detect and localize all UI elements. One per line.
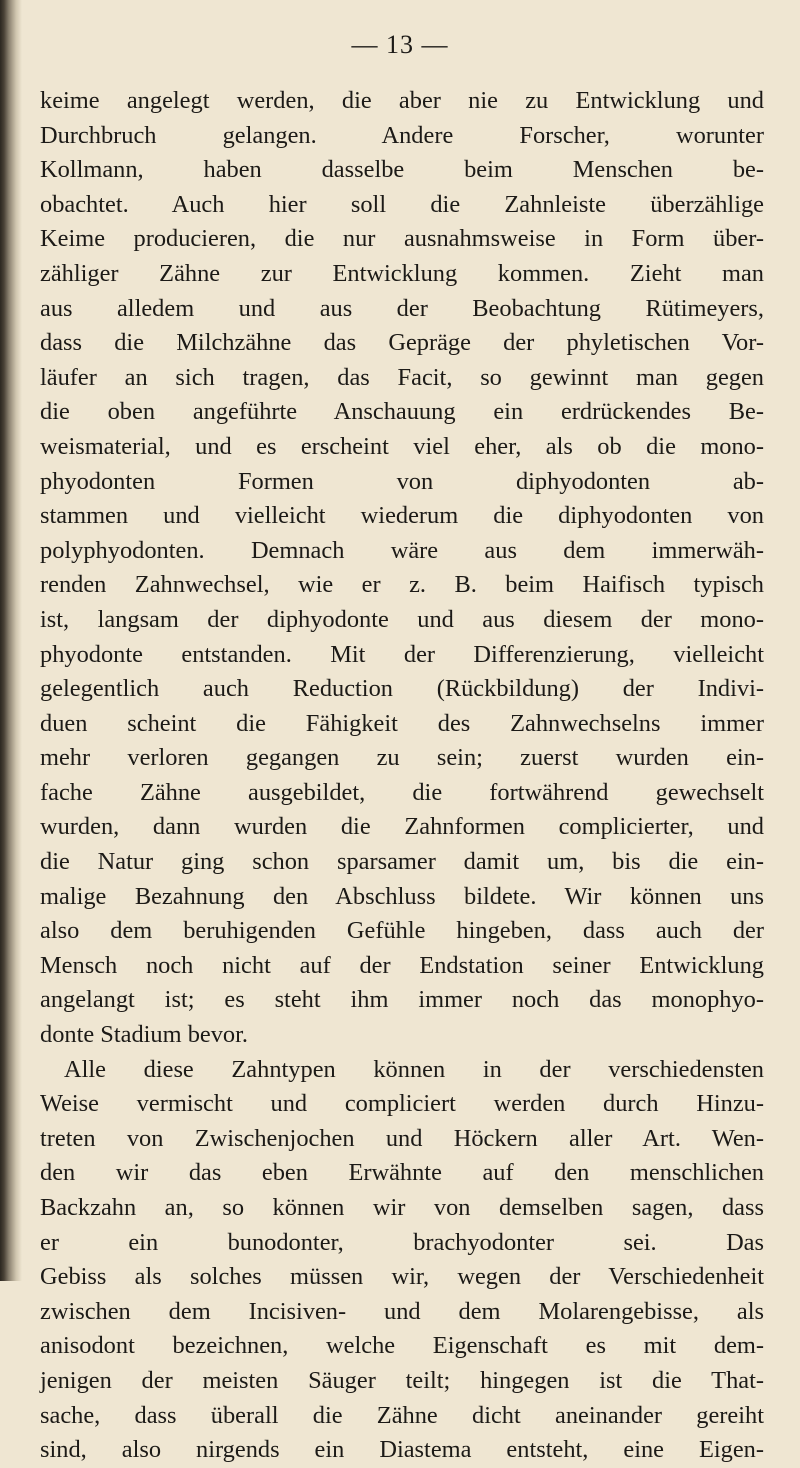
text-line: aus alledem und aus der Beobachtung Rütimeyers, — [40, 294, 764, 322]
text-line: Gebiss als solches müssen wir, wegen der Verschiedenheit — [40, 1263, 764, 1291]
text-line: die Natur ging schon sparsamer damit um, bis die ein- — [40, 848, 764, 876]
text-line: Weise vermischt und compliciert werden durch Hinzu- — [40, 1090, 764, 1118]
text-line: phyodonte entstanden. Mit der Differenzierung, vielleicht — [40, 640, 764, 668]
text-line: phyodonten Formen von diphyodonten ab- — [40, 467, 764, 495]
text-line: malige Bezahnung den Abschluss bildete. Wir können uns — [40, 882, 764, 910]
text-line: stammen und vielleicht wiederum die diphyodonten von — [40, 502, 764, 530]
text-line: treten von Zwischenjochen und Höckern aller Art. Wen- — [40, 1124, 764, 1152]
text-line: sind, also nirgends ein Diastema entsteht, eine Eigen- — [40, 1436, 764, 1464]
text-line: anisodont bezeichnen, welche Eigenschaft es mit dem- — [40, 1332, 764, 1360]
text-line: angelangt ist; es steht ihm immer noch das monophyo- — [40, 986, 764, 1014]
text-line: Durchbruch gelangen. Andere Forscher, worunter — [40, 121, 764, 149]
text-line: zähliger Zähne zur Entwicklung kommen. Zieht man — [40, 259, 764, 287]
text-line: renden Zahnwechsel, wie er z. B. beim Haifisch typisch — [40, 571, 764, 599]
text-line: er ein bunodonter, brachyodonter sei. Das — [40, 1228, 764, 1256]
text-line: Keime producieren, die nur ausnahmsweise in Form über- — [40, 225, 764, 253]
text-line: weismaterial, und es erscheint viel eher, als ob die mono- — [40, 432, 764, 460]
text-line: donte Stadium bevor. — [40, 1021, 248, 1049]
text-line: Backzahn an, so können wir von demselben sagen, dass — [40, 1194, 764, 1221]
text-line: jenigen der meisten Säuger teilt; hingegen ist die That- — [40, 1366, 764, 1394]
text-line: den wir das eben Erwähnte auf den menschlichen — [40, 1159, 764, 1187]
text-line: Mensch noch nicht auf der Endstation seiner Entwicklung — [40, 951, 764, 979]
text-line: gelegentlich auch Reduction (Rückbildung) der Indivi- — [40, 675, 764, 703]
text-line: ist, langsam der diphyodonte und aus diesem der mono- — [40, 605, 764, 633]
page-number: — 13 — — [351, 30, 449, 59]
text-line: Alle diese Zahntypen können in der verschiedensten — [64, 1055, 764, 1083]
text-line: keime angelegt werden, die aber nie zu Entwicklung und — [40, 87, 764, 114]
text-line: zwischen dem Incisiven- und dem Molarengebisse, als — [40, 1297, 764, 1325]
text-line: dass die Milchzähne das Gepräge der phyletischen Vor- — [40, 329, 764, 357]
text-line: läufer an sich tragen, das Facit, so gewinnt man gegen — [40, 363, 764, 391]
body-text — [40, 84, 764, 1468]
text-line: polyphyodonten. Demnach wäre aus dem immerwäh- — [40, 536, 764, 564]
text-line: Kollmann, haben dasselbe beim Menschen be- — [40, 156, 764, 184]
text-line: duen scheint die Fähigkeit des Zahnwechselns immer — [40, 709, 764, 737]
book-spine-shadow — [0, 0, 22, 1281]
text-line: also dem beruhigenden Gefühle hingeben, dass auch der — [40, 917, 764, 945]
text-line: wurden, dann wurden die Zahnformen complicierter, und — [40, 813, 764, 841]
text-line: obachtet. Auch hier soll die Zahnleiste überzählige — [40, 190, 764, 218]
text-line: die oben angeführte Anschauung ein erdrückendes Be- — [40, 398, 764, 426]
text-line: sache, dass überall die Zähne dicht aneinander gereiht — [40, 1401, 764, 1429]
text-line: mehr verloren gegangen zu sein; zuerst wurden ein- — [40, 744, 764, 772]
text-line: fache Zähne ausgebildet, die fortwährend gewechselt — [40, 778, 764, 806]
